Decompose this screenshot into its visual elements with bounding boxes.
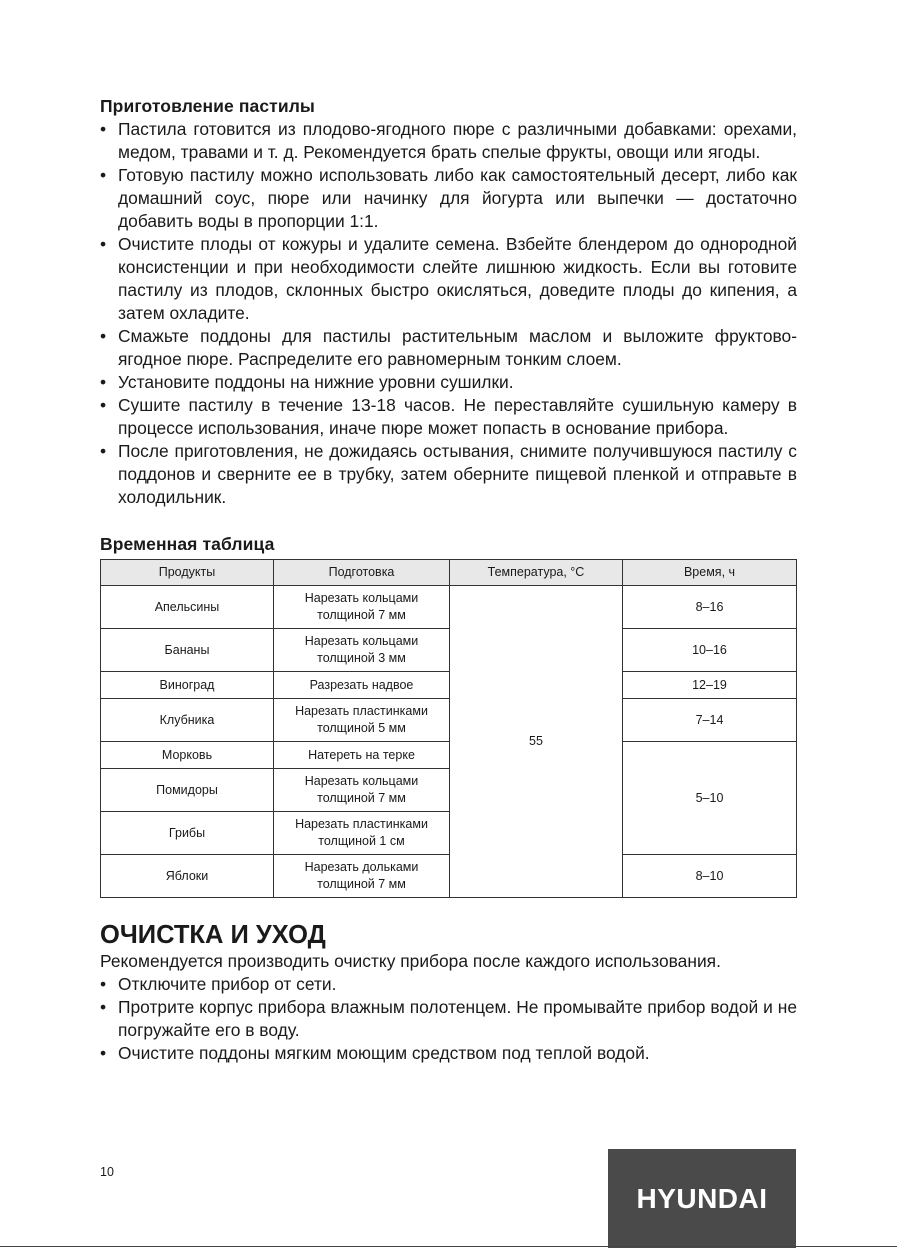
list-item: • Готовую пастилу можно использовать либо как самостоятельный десерт, либо как домашний соус, пюре или начинку для йогурта или выпечки — достаточно добавить воды в пропорции 1:1.: [100, 164, 797, 233]
brand-logo: [608, 1149, 796, 1248]
list-item: • Протрите корпус прибора влажным полотенцем. Не промывайте прибор водой и не погружайте его в воду.: [100, 996, 797, 1042]
prep-cell: Нарезать кольцами толщиной 3 мм: [274, 629, 450, 672]
time-cell: 8–10: [623, 855, 797, 898]
header-temperature: Температура, °C: [450, 560, 623, 586]
list-item: • После приготовления, не дожидаясь остывания, снимите получившуюся пастилу с поддонов и сверните ее в трубку, затем оберните пищевой пленкой и отправьте в холодильник.: [100, 440, 797, 509]
cleaning-list: [100, 973, 797, 1065]
list-item: • Пастила готовится из плодово-ягодного пюре с различными добавками: орехами, медом, травами и т. д. Рекомендуется брать спелые фрукты, овощи или ягоды.: [100, 118, 797, 164]
table-row: [101, 742, 797, 769]
timetable-title: Временная таблица: [100, 534, 275, 554]
prep-cell: Нарезать пластинками толщиной 5 мм: [274, 699, 450, 742]
header-products: Продукты: [101, 560, 274, 586]
prep-cell: Нарезать кольцами толщиной 7 мм: [274, 586, 450, 629]
list-item: • Очистите поддоны мягким моющим средством под теплой водой.: [100, 1042, 797, 1065]
table-row: [101, 629, 797, 672]
prep-cell: Разрезать надвое: [274, 672, 450, 699]
time-cell: 7–14: [623, 699, 797, 742]
bottom-divider: [0, 1246, 897, 1247]
brand-logo-text: HYUNDAI: [636, 1182, 768, 1214]
time-table: [100, 559, 797, 898]
time-cell: 5–10: [623, 742, 797, 855]
time-cell: 8–16: [623, 586, 797, 629]
product-cell: Помидоры: [101, 769, 274, 812]
header-preparation: Подготовка: [274, 560, 450, 586]
page-number: 10: [100, 1165, 114, 1179]
list-item: • Сушите пастилу в течение 13-18 часов. Не переставляйте сушильную камеру в процессе использования, иначе пюре может попасть в основание прибора.: [100, 394, 797, 440]
time-cell: 12–19: [623, 672, 797, 699]
product-cell: Апельсины: [101, 586, 274, 629]
prep-cell: Нарезать дольками толщиной 7 мм: [274, 855, 450, 898]
header-time: Время, ч: [623, 560, 797, 586]
list-item: • Очистите плоды от кожуры и удалите семена. Взбейте блендером до однородной консистенции и при необходимости слейте лишнюю жидкость. Если вы готовите пастилу из плодов, склонных быстро окисляться, доведите плоды до кипения, а затем охладите.: [100, 233, 797, 325]
product-cell: Бананы: [101, 629, 274, 672]
prep-cell: Натереть на терке: [274, 742, 450, 769]
list-item: • Отключите прибор от сети.: [100, 973, 797, 996]
product-cell: Яблоки: [101, 855, 274, 898]
table-row: [101, 586, 797, 629]
pastila-list: [100, 118, 797, 509]
cleaning-title: ОЧИСТКА И УХОД: [100, 921, 326, 949]
pastila-title: Приготовление пастилы: [100, 96, 315, 116]
table-header-row: [101, 560, 797, 586]
page-content: [100, 95, 797, 1065]
product-cell: Виноград: [101, 672, 274, 699]
list-item: • Установите поддоны на нижние уровни сушилки.: [100, 371, 797, 394]
cleaning-intro: Рекомендуется производить очистку прибора после каждого использования.: [100, 951, 721, 971]
prep-cell: Нарезать пластинками толщиной 1 см: [274, 812, 450, 855]
table-row: [101, 672, 797, 699]
temperature-cell: 55: [450, 586, 623, 898]
product-cell: Морковь: [101, 742, 274, 769]
product-cell: Клубника: [101, 699, 274, 742]
product-cell: Грибы: [101, 812, 274, 855]
time-cell: 10–16: [623, 629, 797, 672]
table-row: [101, 699, 797, 742]
list-item: • Смажьте поддоны для пастилы растительным маслом и выложите фруктово-ягодное пюре. Распределите его равномерным тонким слоем.: [100, 325, 797, 371]
prep-cell: Нарезать кольцами толщиной 7 мм: [274, 769, 450, 812]
table-row: [101, 855, 797, 898]
